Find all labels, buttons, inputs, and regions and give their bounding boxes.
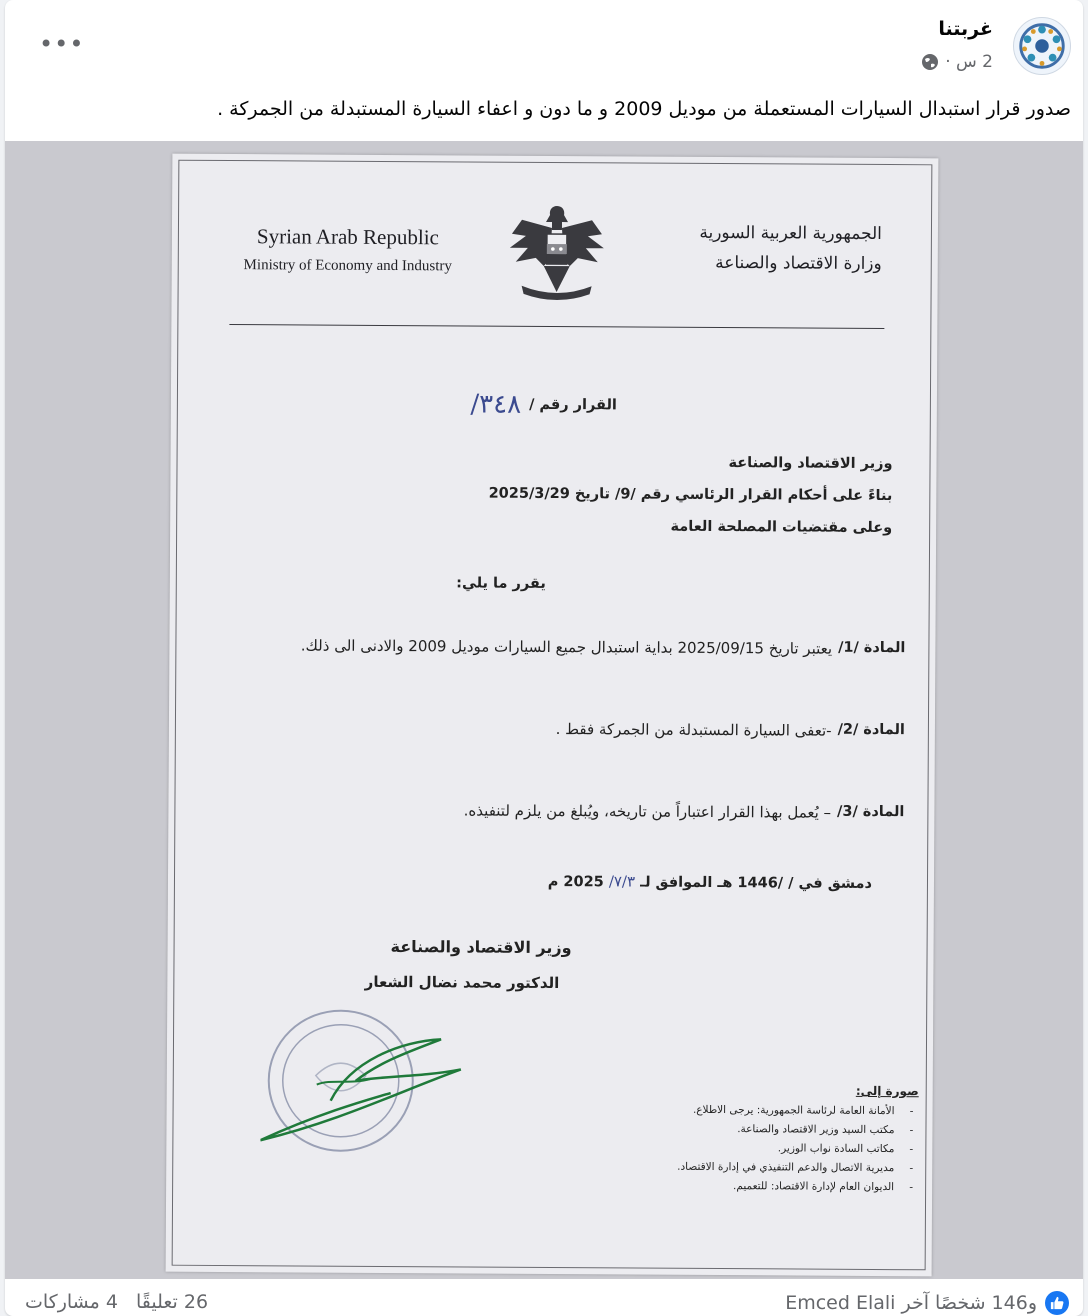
decides-heading: يقرر ما يلي: [456,575,546,592]
decision-document [166,154,939,1277]
post-time[interactable]: 2 س · [945,52,993,72]
copy-item: - مديرية الاتصال والدعم التنفيذي في إدارة الاقتصاد. [677,1160,914,1175]
copy-item: - مكاتب السادة نواب الوزير. [777,1142,914,1156]
decision-label: القرار رقم / [529,396,617,414]
page-avatar[interactable] [1013,17,1071,75]
decision-number: ٣٤٨/ [470,389,522,420]
issue-date-line [452,871,872,892]
preamble-interest: وعلى مقتضيات المصلحة العامة [670,518,893,537]
engagement-stats [25,1291,208,1313]
copies-list [598,1082,919,1193]
copy-item: - مكتب السيد وزير الاقتصاد والصناعة. [737,1123,914,1137]
ministry-stamp [260,980,501,1161]
post-meta [921,52,993,72]
signature-name: الدكتور محمد نضال الشعار [364,972,560,993]
copy-item: - الأمانة العامة لرئاسة الجمهورية: يرجى الاطلاع. [692,1103,914,1118]
facebook-post-card [5,0,1083,1316]
more-options-icon[interactable]: ••• [39,30,85,58]
header-ar-ministry: وزارة الاقتصاد والصناعة [715,252,882,275]
article-2-text: -تعفى السيارة المستبدلة من الجمركة فقط . [555,720,832,740]
article-1-text: يعتبر تاريخ 2025/09/15 بداية استبدال جميع السيارات موديل 2009 والادنى الى ذلك. [300,636,833,658]
reactions-text[interactable]: Emced Elali و146 شخصًا آخر [785,1292,1037,1314]
date-handwritten: ٧/٣/ [608,872,636,891]
decision-number-line [470,389,617,420]
article-2-label: المادة /2/ [837,721,905,739]
thumbs-up-icon [1050,1296,1064,1310]
post-caption: صدور قرار استبدال السيارات المستعملة من موديل 2009 و ما دون و اعفاء السيارة المستبدلة من الجمركة . [217,98,1071,120]
post-footer [5,1282,1083,1316]
preamble-minister: وزير الاقتصاد والصناعة [728,455,893,473]
like-icon [1045,1291,1069,1315]
signature-title: وزير الاقتصاد والصناعة [390,937,572,958]
comments-count[interactable]: 26 تعليقًا [135,1291,209,1313]
preamble-basis: بناءً على أحكام القرار الرئاسي رقم /9/ تاريخ 2025/3/29 [488,485,893,505]
shares-count[interactable]: 4 مشاركات [25,1291,118,1313]
header-en-country: Syrian Arab Republic [256,224,439,250]
decision-preamble [252,444,893,544]
globe-icon [921,53,939,71]
syrian-eagle-emblem [502,200,613,305]
copies-title: صورة إلى: [855,1083,919,1099]
header-arabic [652,223,882,274]
avatar-logo-icon [1014,18,1070,74]
reactions-summary[interactable] [785,1291,1069,1315]
article-3-label: المادة /3/ [837,803,905,821]
header-ar-country: الجمهورية العربية السورية [699,222,883,245]
date-suffix: 2025 م [547,873,604,891]
date-prefix: دمشق في / /1446 هـ الموافق لـ [640,874,873,892]
page-name[interactable]: غربتنا [938,18,993,40]
copy-item: - الديوان العام لإدارة الاقتصاد: للتعميم. [733,1180,914,1194]
header-en-ministry: Ministry of Economy and Industry [243,257,452,275]
article-1-label: المادة /1/ [838,639,906,657]
article-3-text: – يُعمل بهذا القرار اعتباراً من تاريخه، ويُبلغ من يلزم لتنفيذه. [463,801,832,822]
header-english [228,224,468,275]
